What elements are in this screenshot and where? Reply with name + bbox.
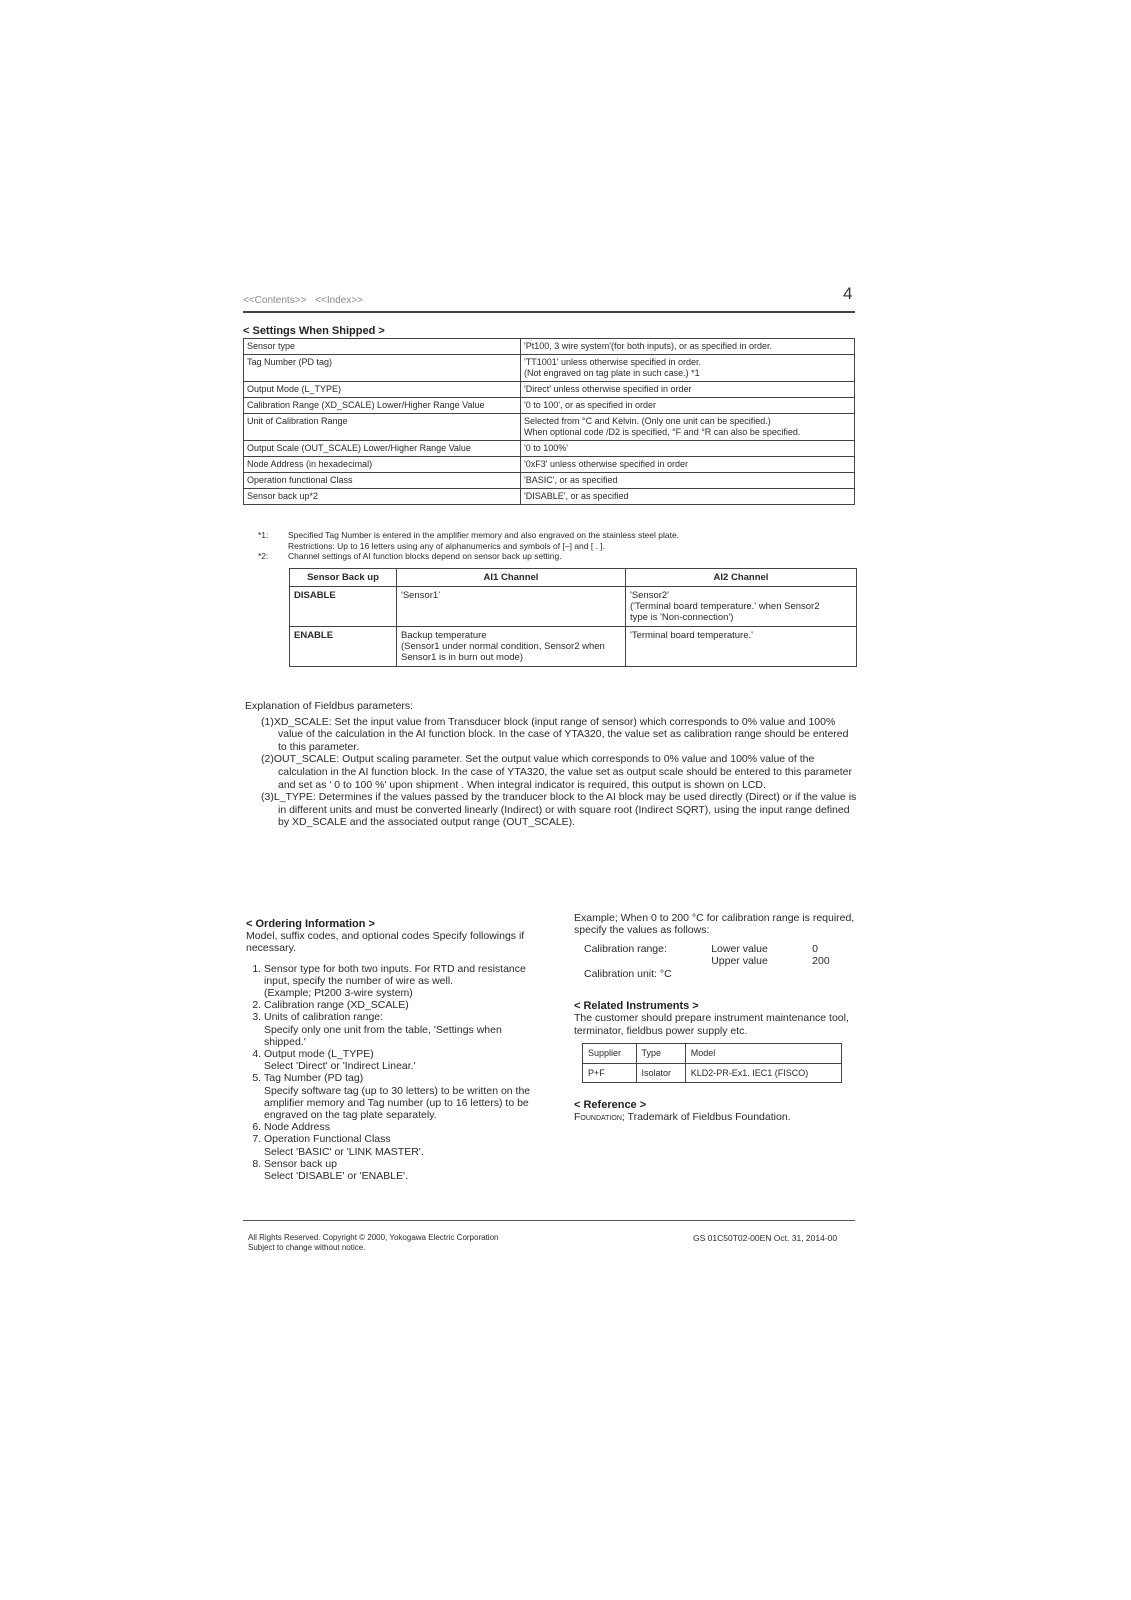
upper-value-label: Upper value (711, 955, 768, 968)
model-cell: KLD2-PR-Ex1. IEC1 (FISCO) (685, 1063, 841, 1082)
calibration-example (584, 943, 864, 968)
index-link[interactable]: <<Index>> (315, 295, 363, 306)
example-text: Example; When 0 to 200 °C for calibration range is required, specify the values as follows: (574, 912, 855, 937)
ordering-intro: Model, suffix codes, and optional codes Specify followings if necessary. (246, 930, 525, 955)
explanation-item: (3)L_TYPE: Determines if the values passed by the tranducer block to the AI block may be used directly (Direct) or if the value is in different units and must be converted linearly (Indirect) or with square root (Indirect SQRT), using the input range defined by XD_SCALE and the associated output range (OUT_SCALE). (261, 791, 857, 829)
supplier-cell: P+F (583, 1063, 637, 1082)
ordering-item: 4. Output mode (L_TYPE) Select 'Direct' or 'Indirect Linear.' (264, 1048, 546, 1072)
ordering-item: 1. Sensor type for both two inputs. For RTD and resistance input, specify the number of wire as well. (Example; Pt200 3-wire system) (264, 963, 546, 1000)
explanation-item: (1)XD_SCALE: Set the input value from Transducer block (input range of sensor) which corresponds to 0% value and 100% value of the calculation in the AI function block. In the case of YTA320, the value set as calibration range should be entered to this parameter. (261, 715, 849, 753)
settings-row (244, 355, 855, 382)
ordering-item: 2. Calibration range (XD_SCALE) (264, 999, 546, 1011)
settings-key: Unit of Calibration Range (244, 414, 521, 441)
footer-rule (243, 1220, 855, 1221)
ordering-item: 3. Units of calibration range: Specify only one unit from the table, 'Settings when shipped.' (264, 1011, 546, 1048)
related-text: The customer should prepare instrument maintenance tool, terminator, fieldbus power supply etc. (574, 1012, 849, 1037)
related-instruments-table (582, 1043, 842, 1083)
settings-row (244, 473, 855, 489)
backup-header-sensor: Sensor Back up (290, 569, 397, 587)
lower-value-label: Lower value (711, 942, 768, 955)
settings-value: Selected from °C and Kelvin. (Only one unit can be specified.) When optional code /D2 is specified, °F and °R can also be specified. (521, 414, 855, 441)
reference-title: < Reference > (574, 1099, 647, 1112)
ordering-item: 7. Operation Functional Class Select 'BASIC' or 'LINK MASTER'. (264, 1133, 546, 1157)
calibration-range-label: Calibration range: (584, 942, 667, 955)
ordering-item: 8. Sensor back up Select 'DISABLE' or 'ENABLE'. (264, 1158, 546, 1182)
explanation-lead: Explanation of Fieldbus parameters: (245, 700, 414, 712)
note-row: *1: Specified Tag Number is entered in the amplifier memory and also engraved on the stainless steel plate. (258, 530, 680, 540)
explanation-item: (2)OUT_SCALE: Output scaling parameter. Set the output value which corresponds to 0% value and 100% value of the calculation in the AI function block. In the case of YTA320, the value set as output scale should be entered to this parameter and set as ' 0 to 100 %' upon shipment . When integral indicator is required, this output is shown on LCD. (261, 753, 852, 791)
settings-notes (258, 530, 858, 562)
ordering-item: 5. Tag Number (PD tag) Specify software tag (up to 30 letters) to be written on the amplifier memory and Tag number (up to 16 letters) to be engraved on the tag plate separately. (264, 1072, 546, 1121)
ai2-channel-cell: 'Sensor2' ('Terminal board temperature.' when Sensor2 type is 'Non-connection') (626, 587, 857, 627)
lower-value: 0 (812, 942, 818, 955)
backup-header-ai1: AI1 Channel (397, 569, 626, 587)
ordering-list (246, 963, 546, 1183)
settings-key: Operation functional Class (244, 473, 521, 489)
settings-row (244, 398, 855, 414)
type-header: Type (636, 1044, 685, 1063)
ordering-information (246, 918, 546, 1182)
footer-copyright: All Rights Reserved. Copyright © 2000, Yokogawa Electric Corporation Subject to change without notice. (248, 1233, 499, 1252)
backup-row (290, 627, 857, 667)
settings-row (244, 339, 855, 355)
header-rule (243, 311, 855, 313)
settings-row (244, 457, 855, 473)
backup-mode: ENABLE (290, 627, 397, 667)
settings-value: 'BASIC', or as specified (521, 473, 855, 489)
type-cell: Isolator (636, 1063, 685, 1082)
settings-key: Tag Number (PD tag) (244, 355, 521, 382)
settings-key: Sensor back up*2 (244, 489, 521, 505)
settings-row (244, 414, 855, 441)
backup-row (290, 587, 857, 627)
settings-key: Calibration Range (XD_SCALE) Lower/Higher Range Value (244, 398, 521, 414)
right-column (574, 912, 864, 1124)
ai1-channel-cell: Backup temperature (Sensor1 under normal condition, Sensor2 when Sensor1 is in burn out mode) (397, 627, 626, 667)
supplier-header: Supplier (583, 1044, 637, 1063)
calibration-unit: Calibration unit: °C (584, 967, 672, 980)
settings-table (243, 338, 855, 505)
footer-doc-id: GS 01C50T02-00EN Oct. 31, 2014-00 (693, 1233, 838, 1243)
settings-key: Sensor type (244, 339, 521, 355)
settings-key: Output Scale (OUT_SCALE) Lower/Higher Range Value (244, 441, 521, 457)
model-header: Model (685, 1044, 841, 1063)
settings-value: '0 to 100%' (521, 441, 855, 457)
settings-value: 'Pt100, 3 wire system'(for both inputs), or as specified in order. (521, 339, 855, 355)
ai1-channel-cell: 'Sensor1' (397, 587, 626, 627)
reference-text: Foundation; Trademark of Fieldbus Foundation. (574, 1111, 791, 1124)
backup-mode: DISABLE (290, 587, 397, 627)
page-number: 4 (843, 284, 853, 303)
ai2-channel-cell: 'Terminal board temperature.' (626, 627, 857, 667)
settings-title: < Settings When Shipped > (243, 325, 385, 337)
settings-value: 'DISABLE', or as specified (521, 489, 855, 505)
foundation-brand: Foundation (574, 1111, 622, 1124)
settings-row (244, 382, 855, 398)
ordering-item: 6. Node Address (264, 1121, 546, 1133)
contents-link[interactable]: <<Contents>> (243, 295, 307, 306)
settings-value: '0xF3' unless otherwise specified in order (521, 457, 855, 473)
backup-header-ai2: AI2 Channel (626, 569, 857, 587)
upper-value: 200 (812, 955, 830, 968)
ordering-title: < Ordering Information > (246, 918, 375, 930)
note-row: Restrictions: Up to 16 letters using any of alphanumerics and symbols of [–] and [ . ]. (288, 540, 606, 551)
settings-key: Output Mode (L_TYPE) (244, 382, 521, 398)
related-title: < Related Instruments > (574, 1000, 699, 1013)
settings-value: 'Direct' unless otherwise specified in order (521, 382, 855, 398)
sensor-backup-table (289, 568, 857, 667)
page-nav (243, 295, 369, 306)
settings-row (244, 489, 855, 505)
fieldbus-explanation (245, 700, 857, 829)
settings-row (244, 441, 855, 457)
settings-value: 'TT1001' unless otherwise specified in order. (Not engraved on tag plate in such case.) *1 (521, 355, 855, 382)
settings-value: '0 to 100', or as specified in order (521, 398, 855, 414)
settings-key: Node Address (in hexadecimal) (244, 457, 521, 473)
note-row: *2: Channel settings of AI function blocks depend on sensor back up setting. (258, 551, 562, 561)
